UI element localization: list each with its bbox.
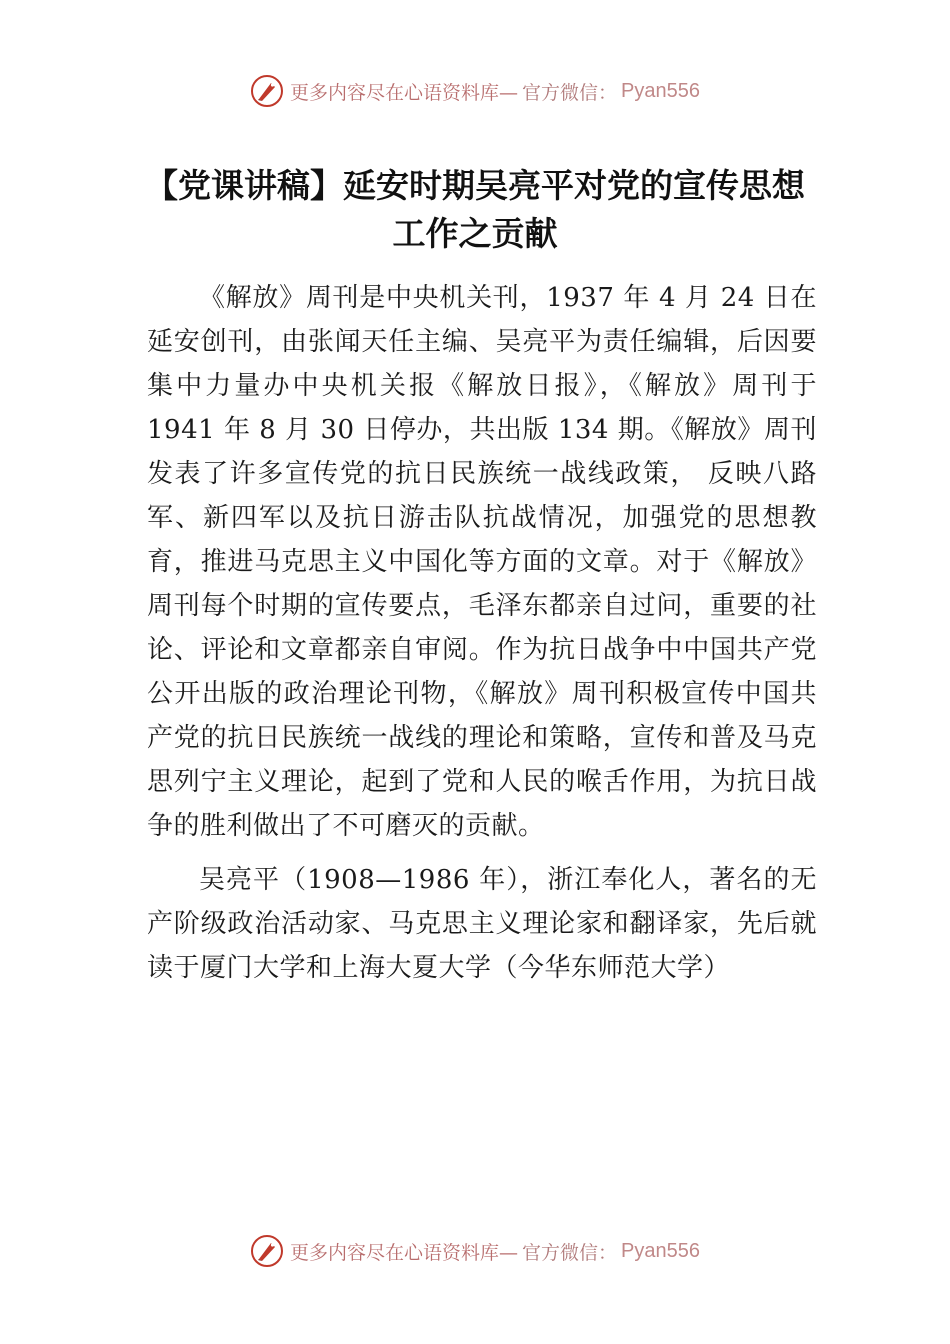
body-paragraph-2: 吴亮平（1908—1986 年），浙江奉化人，著名的无产阶级政治活动家、马克思主义理论家和翻译家，先后就读于厦门大学和上海大夏大学（今华东师范大学） [147, 865, 817, 983]
footer-slogan: 更多内容尽在心语资料库— [290, 1241, 519, 1264]
pen-nib-logo-icon [250, 1234, 284, 1268]
banner-wechat-handle: Pyan556 [621, 79, 700, 102]
document-body [147, 276, 817, 1000]
pen-nib-logo-icon [250, 74, 284, 108]
banner-slogan: 更多内容尽在心语资料库— [290, 81, 519, 104]
header-banner [0, 74, 950, 108]
footer-banner [0, 1234, 950, 1268]
body-paragraph-1: 《解放》周刊是中央机关刊，1937 年 4 月 24 日在延安创刊，由张闻天任主编、吴亮平为责任编辑，后因要集中力量办中央机关报《解放日报》，《解放》周刊于 1941 年 8 月 30 日停办，共出版 134 期。《解放》周刊发表了许多宣传党的抗日民族统一战线政策， 反映八路军、新四军以及抗日游击队抗战情况，加强党的思想教育，推进马克思主义中国化等方面的文章。对于《解放》周刊每个时期的宣传要点，毛泽东都亲自过问，重要的社论、评论和文章都亲自审阅。作为抗日战争中中国共产党公开出版的政治理论刊物，《解放》周刊积极宣传中国共产党的抗日民族统一战线的理论和策略，宣传和普及马克思列宁主义理论，起到了党和人民的喉舌作用，为抗日战争的胜利做出了不可磨灭的贡献。 [147, 283, 817, 841]
document-title: 【党课讲稿】延安时期吴亮平对党的宣传思想工作之贡献 [145, 166, 805, 254]
footer-wechat-handle: Pyan556 [621, 1239, 700, 1262]
footer-wechat-label: 官方微信： [522, 1241, 618, 1264]
banner-wechat-label: 官方微信： [522, 81, 618, 104]
